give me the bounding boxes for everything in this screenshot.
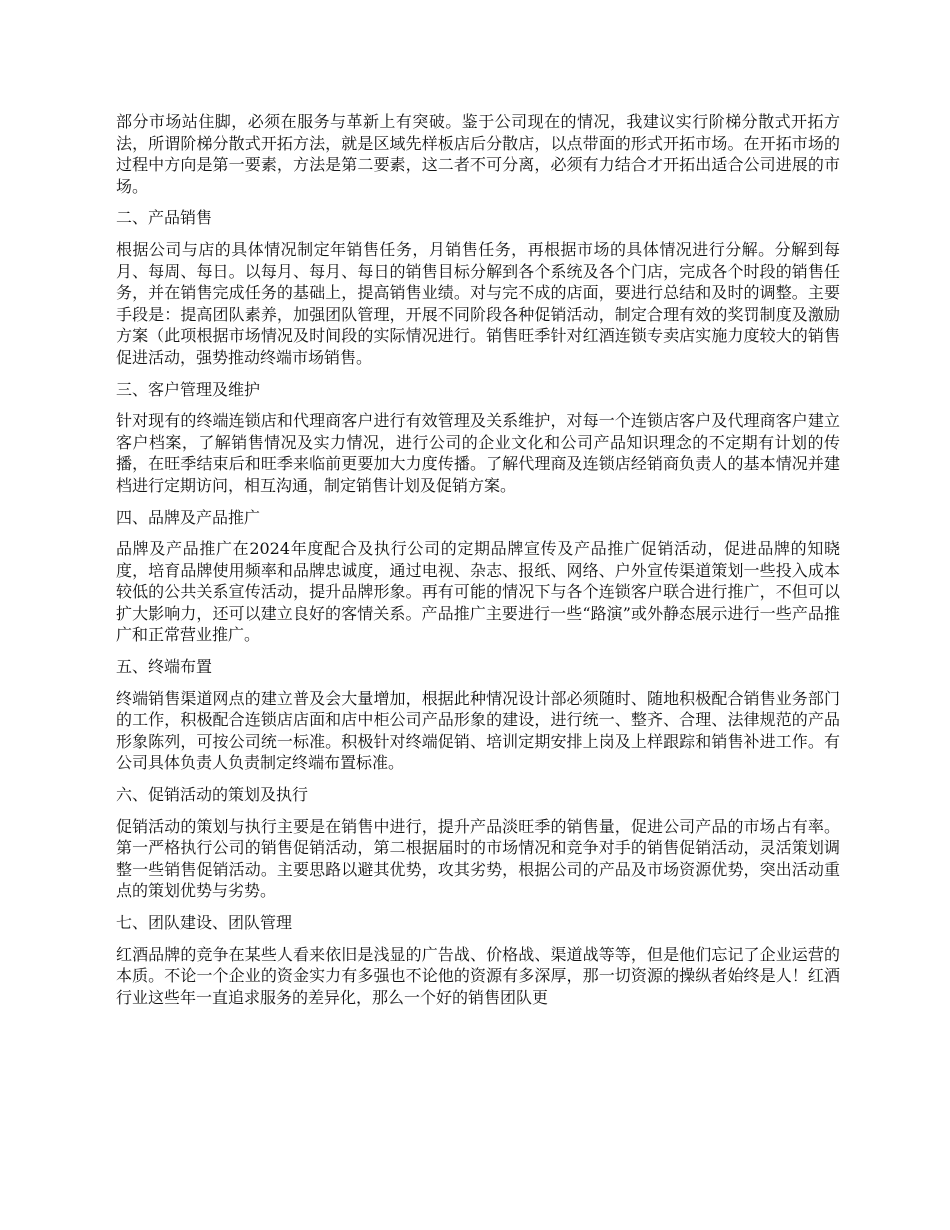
section-heading-terminal-layout: 五、终端布置 [116,657,213,677]
paragraph-market-expansion: 部分市场站住脚，必须在服务与革新上有突破。鉴于公司现在的情况，我建议实行阶梯分散式开拓方法，所谓阶梯分散式开拓方法，就是区域先样板店后分散店，以点带面的形式开拓市场。在开拓市场的过程中方向是第一要素，方法是第二要素，这二者不可分离，必须有力结合才开拓出适合公司进展的市场。 [116,112,840,196]
document-body [116,111,840,1008]
paragraph-team-building: 红酒品牌的竞争在某些人看来依旧是浅显的广告战、价格战、渠道战等等，但是他们忘记了企业运营的本质。不论一个企业的资金实力有多强也不论他的资源有多深厚，那一切资源的操纵者始终是人！红酒行业这些年一直追求服务的差异化，那么一个好的销售团队更 [116,944,840,1007]
paragraph-terminal-layout: 终端销售渠道网点的建立普及会大量增加，根据此种情况设计部必须随时、随地积极配合销售业务部门的工作，积极配合连锁店店面和店中柜公司产品形象的建设，进行统一、整齐、合理、法律规范的产品形象陈列，可按公司统一标准。积极针对终端促销、培训定期安排上岗及上样跟踪和销售补进工作。有公司具体负责人负责制定终端布置标准。 [116,688,840,773]
section-heading-product-sales: 二、产品销售 [116,208,213,228]
paragraph-customer-management: 针对现有的终端连锁店和代理商客户进行有效管理及关系维护，对每一个连锁店客户及代理商客户建立客户档案，了解销售情况及实力情况，进行公司的企业文化和公司产品知识理念的不定期有计划的传播，在旺季结束后和旺季来临前更要加大力度传播。了解代理商及连锁店经销商负责人的基本情况并建档进行定期访问，相互沟通，制定销售计划及促销方案。 [116,411,840,495]
paragraph-brand-promotion: 品牌及产品推广在2024年度配合及执行公司的定期品牌宣传及产品推广促销活动，促进品牌的知晓度，培育品牌使用频率和品牌忠诚度，通过电视、杂志、报纸、网络、户外宣传渠道策划一些投入成本较低的公共关系宣传活动，提升品牌形象。再有可能的情况下与各个连锁客户联合进行推广，不但可以扩大影响力，还可以建立良好的客情关系。产品推广主要进行一些“路演”或外静态展示进行一些产品推广和正常营业推广。 [116,539,840,645]
paragraph-product-sales: 根据公司与店的具体情况制定年销售任务，月销售任务，再根据市场的具体情况进行分解。分解到每月、每周、每日。以每月、每月、每日的销售目标分解到各个系统及各个门店，完成各个时段的销售任务，并在销售完成任务的基础上，提高销售业绩。对与完不成的店面，要进行总结和及时的调整。主要手段是：提高团队素养，加强团队管理，开展不同阶段各种促销活动，制定合理有效的奖罚制度及激励方案（此项根据市场情况及时间段的实际情况进行。销售旺季针对红酒连锁专卖店实施力度较大的销售促进活动，强势推动终端市场销售。 [116,239,840,367]
section-heading-promotion-planning: 六、促销活动的策划及执行 [116,785,309,805]
section-heading-brand-promotion: 四、品牌及产品推广 [116,507,261,527]
paragraph-promotion-planning: 促销活动的策划与执行主要是在销售中进行，提升产品淡旺季的销售量，促进公司产品的市场占有率。第一严格执行公司的销售促销活动，第二根据届时的市场情况和竞争对手的销售促销活动，灵活策划调整一些销售促销活动。主要思路以避其优势，攻其劣势，根据公司的产品及市场资源优势，突出活动重点的策划优势与劣势。 [116,816,840,901]
section-heading-team-building: 七、团队建设、团队管理 [116,913,293,932]
section-heading-customer-management: 三、客户管理及维护 [116,379,261,399]
